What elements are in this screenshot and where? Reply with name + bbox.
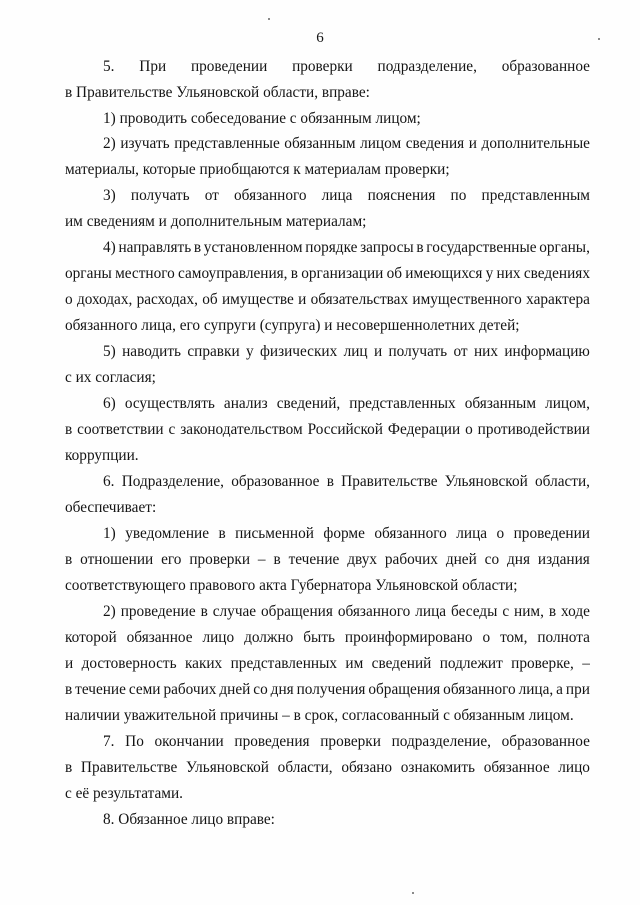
word: осуществлять [124, 395, 215, 412]
text-line [103, 57, 590, 77]
word: окончании [154, 733, 224, 750]
text-line [103, 472, 590, 492]
text-line: 8. Обязанное лицо вправе: [103, 811, 275, 828]
word: письменной [235, 525, 314, 542]
word: об [386, 265, 403, 282]
word: 4) [103, 239, 116, 256]
text-line [65, 680, 590, 700]
word: Ульяновской [185, 759, 269, 776]
word: том, [500, 629, 528, 646]
word: лицом [360, 135, 402, 152]
word: представленных [230, 655, 338, 672]
word: издания [537, 551, 590, 568]
word: самоуправления, [178, 265, 288, 282]
word: дней [445, 551, 477, 568]
word: органы [65, 265, 112, 282]
word: дня [270, 681, 294, 698]
word: быть [303, 629, 335, 646]
word: представленных [349, 395, 456, 412]
text-line [103, 524, 590, 544]
word: получения [296, 681, 366, 698]
word: образованное [501, 733, 590, 750]
word: обязано [341, 759, 393, 776]
word: рабочих [163, 681, 217, 698]
word: с [502, 603, 510, 620]
word: в [65, 759, 73, 776]
word: обязанное [483, 759, 550, 776]
word: анализ [223, 395, 268, 412]
word: достоверность [81, 655, 177, 672]
text-line [65, 628, 590, 648]
word: в [65, 421, 73, 438]
word: органы, [539, 239, 590, 256]
word: лица [415, 603, 447, 620]
word: ознакомить [400, 759, 475, 776]
word: порядке [305, 239, 358, 256]
word: образованное [501, 58, 590, 75]
word: них [473, 343, 498, 360]
word: 3) [103, 187, 116, 204]
word: – [582, 655, 590, 672]
text-line: коррупции. [65, 447, 139, 464]
word: 7. [103, 733, 115, 750]
word: обращения [261, 603, 333, 620]
word: лицом, [545, 395, 590, 412]
word: у [485, 265, 494, 282]
word: области, [277, 759, 333, 776]
word: дня [507, 551, 531, 568]
word: проведении [190, 58, 268, 75]
word: расходах, [136, 291, 198, 308]
word: от [204, 187, 219, 204]
word: характера [526, 291, 590, 308]
word: в [326, 473, 334, 490]
word: уведомление [125, 525, 209, 542]
word: об [202, 291, 218, 308]
word: проинформировано [344, 629, 473, 646]
word: запросы [360, 239, 414, 256]
scan-speck [412, 892, 414, 894]
word: и [373, 343, 383, 360]
text-line: обязанного лица, его супруги (супруга) и несовершеннолетних детей; [65, 317, 520, 334]
word: проверки [320, 733, 381, 750]
word: установленном [203, 239, 303, 256]
word: физических [259, 343, 338, 360]
word: которой [65, 629, 117, 646]
word: По [125, 733, 144, 750]
word: организации [301, 265, 384, 282]
word: в [193, 239, 202, 256]
word: проверки [292, 58, 353, 75]
word: сведений [371, 655, 432, 672]
word: о [496, 525, 505, 542]
word: Федерации [387, 421, 461, 438]
word: в [65, 681, 73, 698]
word: лица [321, 187, 353, 204]
word: Ульяновской [444, 473, 528, 490]
word: семи [128, 681, 161, 698]
text-line: обеспечивает: [65, 499, 157, 516]
word: и [468, 135, 477, 152]
word: области, [535, 473, 590, 490]
word: о [482, 629, 491, 646]
word: по [450, 187, 467, 204]
text-line [65, 264, 590, 284]
word: доходах, [76, 291, 133, 308]
word: получать [388, 343, 448, 360]
word: от [453, 343, 468, 360]
word: проверке, [511, 655, 574, 672]
word: изучать [120, 135, 170, 152]
word: Правительстве [341, 473, 438, 490]
word: обязанного [234, 187, 307, 204]
word: справки [187, 343, 240, 360]
word: 1) [103, 525, 116, 542]
text-line: 1) проводить собеседование с обязанным лицом; [103, 110, 421, 127]
text-line [103, 186, 590, 206]
word: ходе [561, 603, 590, 620]
word: дней [219, 681, 251, 698]
text-line [103, 602, 590, 622]
word: в [65, 551, 73, 568]
word: лица, [518, 681, 554, 698]
word: подразделение, [391, 733, 491, 750]
text-line [103, 394, 590, 414]
word: в [218, 525, 226, 542]
word: При [139, 58, 167, 75]
word: Российской [307, 421, 383, 438]
word: у [245, 343, 254, 360]
word: при [565, 681, 590, 698]
word: 6. [103, 473, 115, 490]
word: обязанного [337, 603, 411, 620]
word: а [556, 681, 563, 698]
word: сведения [405, 135, 465, 152]
word: полнота [537, 629, 590, 646]
word: дополнительные [481, 135, 590, 152]
text-line [103, 238, 590, 258]
word: 2) [103, 135, 116, 152]
word: них [496, 265, 521, 282]
scan-speck [268, 18, 270, 20]
word: представленные [174, 135, 280, 152]
word: ним, [514, 603, 544, 620]
word: течение [75, 681, 126, 698]
text-line: наличии уважительной причины – в срок, согласованный с обязанным лицом. [65, 707, 574, 724]
word: наводить [122, 343, 182, 360]
word: и [65, 655, 74, 672]
word: законодательством [180, 421, 303, 438]
word: сведений, [276, 395, 341, 412]
word: обязанным [284, 135, 356, 152]
word: подразделение, [377, 58, 477, 75]
word: имеющихся [405, 265, 483, 282]
text-line: им сведениям и дополнительным материалам; [65, 213, 367, 230]
page-number: 6 [316, 30, 324, 46]
word: 2) [103, 603, 116, 620]
word: его [161, 551, 182, 568]
word: с [168, 421, 176, 438]
word: сведениях [523, 265, 590, 282]
word: в [416, 239, 424, 256]
word: в [548, 603, 557, 620]
text-line [103, 732, 590, 752]
word: противодействии [477, 421, 590, 438]
word: проверки [189, 551, 251, 568]
word: обязательствах [310, 291, 409, 308]
text-line [65, 758, 590, 778]
word: проведения [234, 733, 310, 750]
word: в [290, 265, 298, 282]
word: – [257, 551, 266, 568]
word: и [298, 291, 307, 308]
word: со [253, 681, 268, 698]
word: лицо [202, 629, 235, 646]
text-line: в Правительстве Ульяновской области, вправе: [65, 84, 370, 101]
text-line [65, 654, 590, 674]
word: им [345, 655, 364, 672]
word: о [465, 421, 473, 438]
word: обязанным [464, 395, 536, 412]
word: о [65, 291, 73, 308]
word: 5. [103, 58, 115, 75]
word: лицо [558, 759, 590, 776]
word: государственные [426, 239, 537, 256]
word: со [484, 551, 500, 568]
word: образованное [231, 473, 320, 490]
word: обязанного [443, 681, 516, 698]
word: каких [184, 655, 223, 672]
word: случае [212, 603, 257, 620]
word: получать [130, 187, 190, 204]
word: в [273, 551, 281, 568]
text-line: с их согласия; [65, 369, 156, 386]
word: форме [323, 525, 365, 542]
word: представленным [481, 187, 590, 204]
word: 5) [103, 343, 116, 360]
word: лиц [343, 343, 368, 360]
word: информацию [504, 343, 590, 360]
scan-speck [598, 38, 600, 40]
word: проведение [120, 603, 196, 620]
word: в [200, 603, 208, 620]
word: отношении [80, 551, 154, 568]
word: Правительстве [80, 759, 178, 776]
text-line [65, 290, 590, 310]
word: соответствии [77, 421, 164, 438]
word: проведении [513, 525, 590, 542]
text-line: с её результатами. [65, 785, 183, 802]
word: двух [347, 551, 378, 568]
word: направлять [118, 239, 192, 256]
word: обращения [368, 681, 441, 698]
word: местного [115, 265, 175, 282]
word: обязанного [374, 525, 447, 542]
text-line: материалы, которые приобщаются к материалам проверки; [65, 161, 450, 178]
word: пояснения [367, 187, 436, 204]
word: должно [244, 629, 294, 646]
word: 6) [103, 395, 116, 412]
text-line [65, 420, 590, 440]
text-line [103, 134, 590, 154]
text-line: соответствующего правового акта Губернатора Ульяновской области; [65, 577, 518, 594]
word: лица [456, 525, 488, 542]
word: подлежит [439, 655, 503, 672]
text-line [65, 550, 590, 570]
word: имуществе [221, 291, 294, 308]
word: обязанное [126, 629, 193, 646]
text-line [103, 342, 590, 362]
word: имущественного [412, 291, 522, 308]
word: рабочих [384, 551, 438, 568]
word: Подразделение, [121, 473, 224, 490]
word: беседы [450, 603, 498, 620]
word: течение [288, 551, 340, 568]
